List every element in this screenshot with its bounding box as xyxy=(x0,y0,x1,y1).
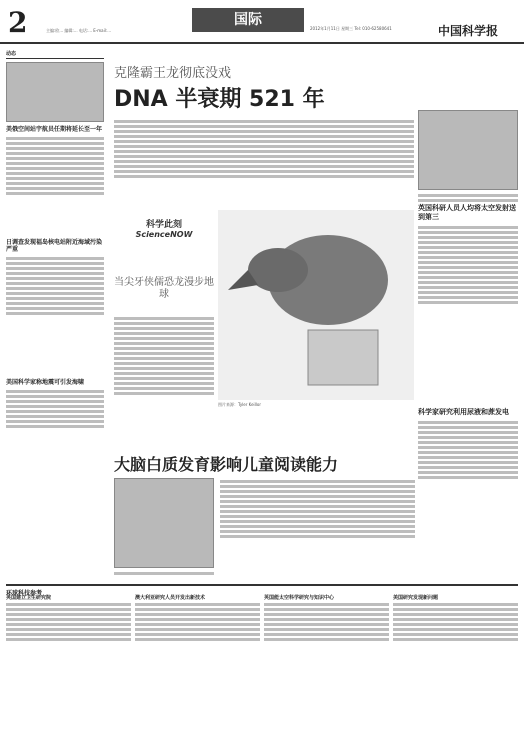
dinosaur-illustration xyxy=(218,210,414,400)
bottom-column xyxy=(135,594,260,734)
header-meta-left: 主编:欧... 编辑:... 电话:... E-mail:... xyxy=(46,28,112,33)
main-story-kicker: 克隆霸王龙彻底没戏 xyxy=(114,66,232,81)
right-story-body xyxy=(418,224,518,404)
dinosaur-drawing xyxy=(218,210,414,400)
left-column-heading: 动态 xyxy=(6,50,104,59)
masthead-logo: 中国科学报 xyxy=(438,24,499,38)
dino-story-title: 当尖牙侠儒恐龙漫步地球 xyxy=(114,277,214,300)
page-number: 2 xyxy=(8,6,28,39)
bottom-column xyxy=(393,594,518,734)
right-news-column xyxy=(418,200,518,570)
brief-body xyxy=(6,135,104,235)
science-now-logo xyxy=(124,217,204,257)
scientist-photo xyxy=(418,110,518,190)
child-reading-photo xyxy=(114,478,214,568)
main-story-title: DNA 半衰期 521 年 xyxy=(114,87,325,112)
dino-story-body xyxy=(114,315,214,465)
right-story-title-2: 科学家研究利用尿液和蔗发电 xyxy=(418,408,509,416)
main-story-body xyxy=(114,118,414,188)
brief-title: 美国科学家称地震可引发海啸 xyxy=(6,379,85,386)
science-now-cn: 科学此刻 xyxy=(145,220,182,230)
bottom-column xyxy=(6,594,131,734)
child-photo-caption xyxy=(114,570,214,577)
bottom-section-heading: 环球科技参考 xyxy=(6,590,43,597)
right-story-title: 英国科研人员人均将太空发射送到第三 xyxy=(418,204,516,221)
brief-title: 日调查发现福岛核电站附近海域污染严重 xyxy=(6,239,103,253)
bottom-column-title: 英国能太空科学研究与知识中心 xyxy=(264,595,335,601)
brain-story-title: 大脑白质发育影响儿童阅读能力 xyxy=(114,455,339,474)
left-photo xyxy=(6,62,104,122)
bottom-column xyxy=(264,594,389,734)
dino-caption: 图片来源：Tyler Keillor xyxy=(218,402,261,407)
brief-title: 美俄空间站宇航员任期将延长至一年 xyxy=(6,126,103,133)
brief-body xyxy=(6,388,104,488)
page-header xyxy=(0,0,524,44)
right-story-body-2 xyxy=(418,419,518,559)
science-now-column xyxy=(114,195,214,465)
header-date: 2012年1月11日 星期三 Tel: 010-62580641 xyxy=(310,26,392,31)
bottom-column-title: 美国研究发现新问题 xyxy=(393,595,439,601)
bottom-column-title: 英国建立卫生研究院 xyxy=(6,595,52,601)
bottom-column-title: 澳大利亚研究人员开发出新技术 xyxy=(135,595,206,601)
bottom-columns xyxy=(6,594,518,734)
brief-body xyxy=(6,255,104,375)
brain-story-body xyxy=(220,478,415,568)
section-tab: 国际 xyxy=(192,8,304,32)
science-now-en: ScienceNOW xyxy=(135,230,193,239)
left-news-column xyxy=(6,50,104,570)
